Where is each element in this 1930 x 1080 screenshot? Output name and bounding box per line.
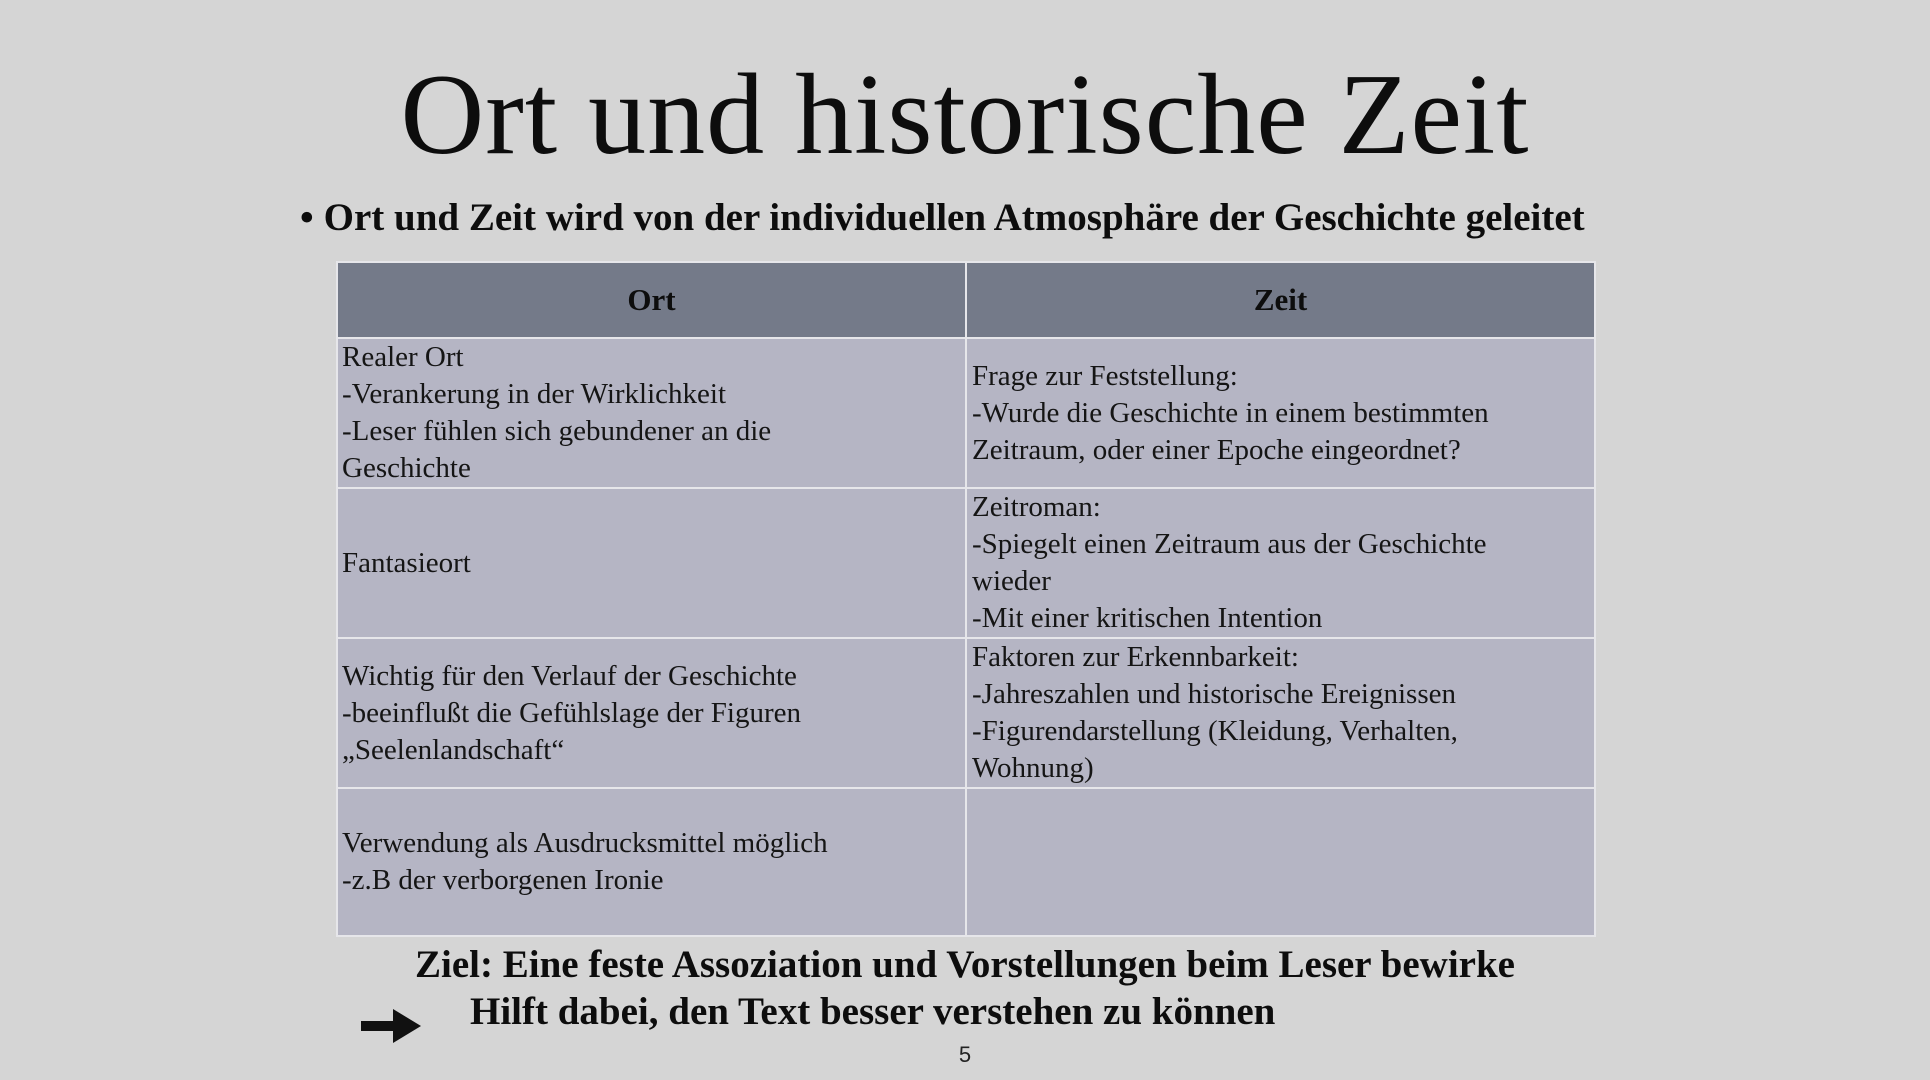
zeit-cell bbox=[966, 488, 1595, 638]
table-row bbox=[337, 488, 1595, 638]
cell-line: Faktoren zur Erkennbarkeit: bbox=[972, 641, 1299, 673]
bullet-symbol: • bbox=[300, 196, 314, 239]
ort-cell bbox=[337, 338, 966, 488]
cell-line: Frage zur Feststellung: bbox=[972, 359, 1238, 392]
cell-line: -Leser fühlen sich gebundener an die bbox=[342, 415, 772, 447]
column-header-ort: Ort bbox=[337, 262, 966, 338]
cell-line: Fantasieort bbox=[342, 546, 471, 579]
zeit-cell bbox=[966, 338, 1595, 488]
cell-line: Zeitroman: bbox=[972, 491, 1101, 523]
cell-line: Geschichte bbox=[342, 452, 471, 484]
cell-line: -Verankerung in der Wirklichkeit bbox=[342, 378, 727, 410]
conclusion-statement: Hilft dabei, den Text besser verstehen zu können bbox=[470, 990, 1276, 1033]
slide-title: Ort und historische Zeit bbox=[400, 51, 1530, 179]
goal-statement: Ziel: Eine feste Assoziation und Vorstellungen beim Leser bewirke bbox=[415, 943, 1515, 986]
cell-line: Zeitraum, oder einer Epoche eingeordnet? bbox=[972, 433, 1461, 466]
cell-line: Verwendung als Ausdrucksmittel möglich bbox=[342, 827, 828, 859]
cell-line: -Figurendarstellung (Kleidung, Verhalten, bbox=[972, 715, 1458, 747]
table-row bbox=[337, 638, 1595, 788]
cell-line: -Mit einer kritischen Intention bbox=[972, 602, 1323, 634]
right-arrow-icon bbox=[361, 1008, 421, 1044]
zeit-cell bbox=[966, 638, 1595, 788]
cell-line: -Wurde die Geschichte in einem bestimmten bbox=[972, 396, 1489, 429]
cell-line: Wohnung) bbox=[972, 752, 1094, 784]
bullet-text: Ort und Zeit wird von der individuellen Atmosphäre der Geschichte geleitet bbox=[323, 196, 1585, 239]
table-row bbox=[337, 788, 1595, 936]
cell-line: wieder bbox=[972, 565, 1051, 597]
table-row bbox=[337, 338, 1595, 488]
cell-line: -z.B der verborgenen Ironie bbox=[342, 864, 664, 896]
ort-zeit-table bbox=[336, 261, 1596, 937]
cell-line: -Jahreszahlen und historische Ereignissen bbox=[972, 678, 1456, 710]
cell-line: -beeinflußt die Gefühlslage der Figuren bbox=[342, 696, 802, 729]
ort-cell bbox=[337, 788, 966, 936]
table-header-row bbox=[337, 262, 1595, 338]
column-header-zeit: Zeit bbox=[966, 262, 1595, 338]
ort-cell bbox=[337, 488, 966, 638]
cell-line: Wichtig für den Verlauf der Geschichte bbox=[342, 659, 797, 692]
ort-cell bbox=[337, 638, 966, 788]
bullet-point bbox=[300, 195, 1585, 241]
cell-line: -Spiegelt einen Zeitraum aus der Geschichte bbox=[972, 528, 1487, 560]
cell-line: „Seelenlandschaft“ bbox=[342, 733, 565, 766]
cell-line: Realer Ort bbox=[342, 341, 464, 373]
zeit-cell-empty bbox=[966, 788, 1595, 936]
page-number: 5 bbox=[958, 1042, 972, 1067]
